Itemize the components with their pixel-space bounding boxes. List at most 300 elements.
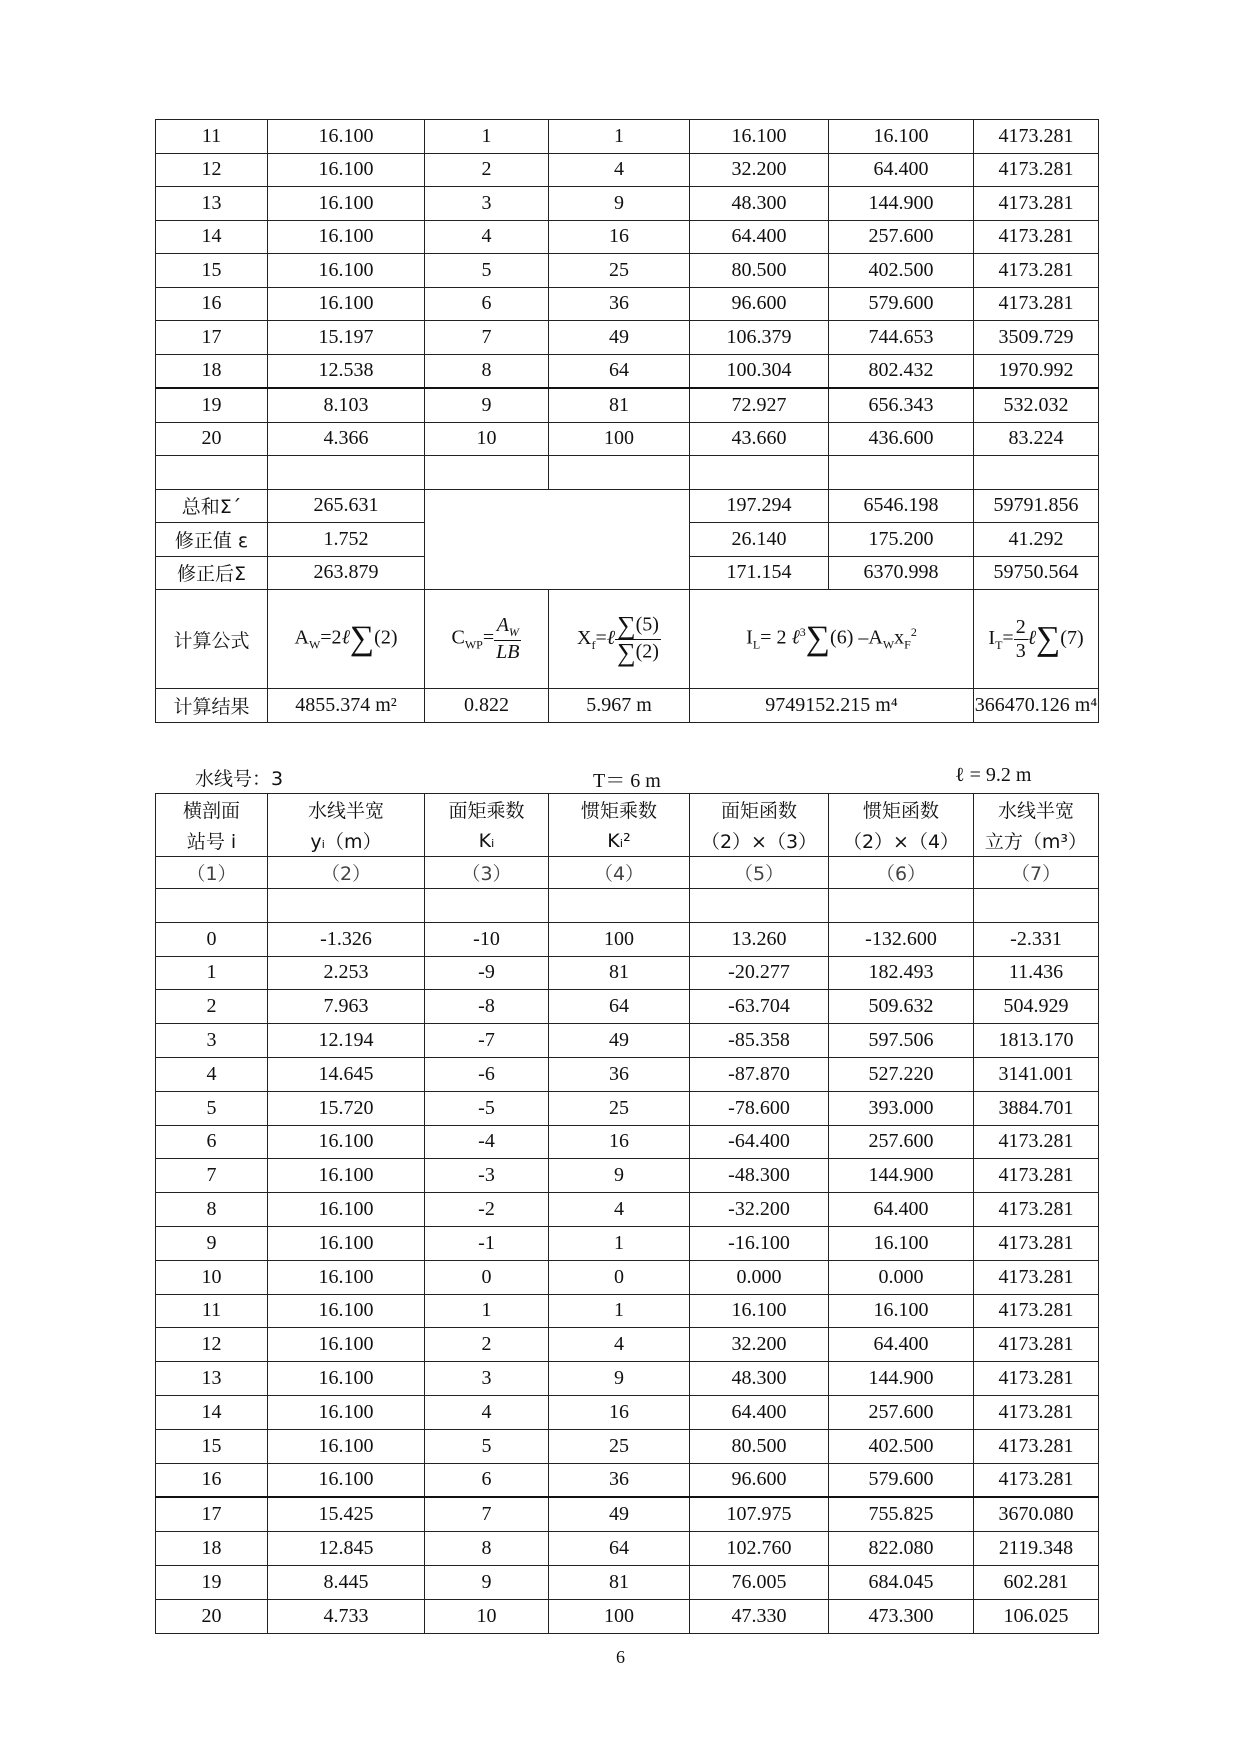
station-spacing: ℓ = 9.2 m: [955, 764, 1032, 786]
table-cell: 5: [425, 254, 549, 288]
sum-value-5: 197.294: [690, 489, 829, 523]
table-cell: 49: [549, 1497, 690, 1531]
table-cell: 144.900: [829, 1362, 974, 1396]
table-row: [156, 1091, 1099, 1125]
waterline-table-previous-summary: [156, 456, 1099, 723]
table-cell: 257.600: [829, 220, 974, 254]
table-cell: 4173.281: [974, 120, 1099, 154]
table-cell: 257.600: [829, 1395, 974, 1429]
blank-cell: [268, 889, 425, 923]
table-cell: 64: [549, 1532, 690, 1566]
table-cell: 257.600: [829, 1125, 974, 1159]
table-cell: -10: [425, 922, 549, 956]
table-row: [156, 120, 1099, 154]
table-cell: 0.000: [690, 1260, 829, 1294]
table-cell: 579.600: [829, 287, 974, 321]
table-cell: 100: [549, 1599, 690, 1633]
waterline-table-previous: [155, 119, 1099, 723]
table-cell: 8: [425, 354, 549, 388]
table-row: [156, 1159, 1099, 1193]
table-cell: 684.045: [829, 1565, 974, 1599]
table-row: [156, 321, 1099, 355]
column-header: （7）: [974, 857, 1099, 889]
table-cell: 16.100: [268, 1463, 425, 1497]
table-cell: 8: [156, 1193, 268, 1227]
table-cell: 4173.281: [974, 220, 1099, 254]
corrected-sum-value-6: 6370.998: [829, 556, 974, 590]
table-cell: 16.100: [268, 120, 425, 154]
table-cell: 100.304: [690, 354, 829, 388]
blank-cell: [425, 456, 549, 490]
table-cell: 2: [156, 990, 268, 1024]
table-cell: 14: [156, 1395, 268, 1429]
table-cell: 106.025: [974, 1599, 1099, 1633]
table-cell: 16.100: [268, 254, 425, 288]
corrected-sum-value-5: 171.154: [690, 556, 829, 590]
table-cell: 3: [425, 187, 549, 221]
table-cell: -9: [425, 956, 549, 990]
blank-cell: [425, 889, 549, 923]
table-row: [156, 287, 1099, 321]
table-cell: 8: [425, 1532, 549, 1566]
table-cell: 64: [549, 354, 690, 388]
blank-cell: [549, 456, 690, 490]
table-cell: 3670.080: [974, 1497, 1099, 1531]
table-cell: 49: [549, 321, 690, 355]
column-header: yᵢ（m）: [268, 825, 425, 857]
table-cell: 2: [425, 1328, 549, 1362]
table-row: [156, 1328, 1099, 1362]
table-cell: 504.929: [974, 990, 1099, 1024]
result-xf: 5.967 m: [549, 689, 690, 723]
formula-row: [156, 590, 1099, 689]
table-cell: 64.400: [829, 153, 974, 187]
table-cell: 25: [549, 1429, 690, 1463]
table-cell: 8.103: [268, 388, 425, 422]
page-number: 6: [616, 1647, 625, 1667]
table-row: [156, 220, 1099, 254]
table-cell: 597.506: [829, 1024, 974, 1058]
table-cell: 16.100: [268, 153, 425, 187]
correction-value-5: 26.140: [690, 523, 829, 557]
result-row: [156, 689, 1099, 723]
table-cell: 18: [156, 354, 268, 388]
table-cell: 16.100: [690, 1294, 829, 1328]
table-cell: 4: [549, 1328, 690, 1362]
table-cell: 16.100: [268, 1193, 425, 1227]
table-cell: 16.100: [268, 1395, 425, 1429]
blank-cell: [829, 889, 974, 923]
header-row: [156, 857, 1099, 889]
table-cell: 3: [425, 1362, 549, 1396]
table-cell: 15.197: [268, 321, 425, 355]
table-row: [156, 922, 1099, 956]
table-cell: 436.600: [829, 422, 974, 456]
table-cell: 3509.729: [974, 321, 1099, 355]
table-cell: 755.825: [829, 1497, 974, 1531]
table-cell: 14: [156, 220, 268, 254]
table-cell: 36: [549, 1463, 690, 1497]
table-cell: 48.300: [690, 187, 829, 221]
table-cell: 4173.281: [974, 1395, 1099, 1429]
table-cell: 4173.281: [974, 1328, 1099, 1362]
waterline-table-3: [155, 793, 1099, 1634]
table-row: [156, 990, 1099, 1024]
table-cell: -63.704: [690, 990, 829, 1024]
table-cell: -5: [425, 1091, 549, 1125]
column-header: 立方（m³）: [974, 825, 1099, 857]
correction-value-6: 175.200: [829, 523, 974, 557]
sum-row: [156, 489, 1099, 523]
table-cell: 64.400: [690, 1395, 829, 1429]
formula-cwp: $C_{WP}=$ $\frac{A_W}{LB}$: [425, 590, 549, 689]
table-cell: 2119.348: [974, 1532, 1099, 1566]
table-row: [156, 153, 1099, 187]
waterline-table-previous-body: [156, 120, 1099, 456]
table-cell: 10: [425, 422, 549, 456]
column-header: （1）: [156, 857, 268, 889]
column-header: Kᵢ: [425, 825, 549, 857]
table-cell: 4: [425, 1395, 549, 1429]
table-row: [156, 354, 1099, 388]
table-cell: 100: [549, 922, 690, 956]
table-cell: 36: [549, 1057, 690, 1091]
table-cell: 4173.281: [974, 254, 1099, 288]
table-cell: 3: [156, 1024, 268, 1058]
formula-xf: $X_f=\ell$ $\frac{\sum(5)}{\sum(2)}$: [549, 590, 690, 689]
table-cell: 1: [425, 1294, 549, 1328]
header-row: [156, 825, 1099, 857]
corrected-sum-label: 修正后Σ: [156, 556, 268, 590]
table-cell: 64: [549, 990, 690, 1024]
table-cell: 80.500: [690, 254, 829, 288]
result-it: 366470.126 m⁴: [974, 689, 1099, 723]
table-cell: 0: [156, 922, 268, 956]
table-cell: 16.100: [268, 1328, 425, 1362]
blank-cell: [156, 456, 268, 490]
table-cell: 16: [549, 1125, 690, 1159]
table-cell: 10: [156, 1260, 268, 1294]
table-cell: 4173.281: [974, 1260, 1099, 1294]
table-cell: 393.000: [829, 1091, 974, 1125]
column-header: 横剖面: [156, 794, 268, 826]
table-cell: -16.100: [690, 1226, 829, 1260]
table-cell: -32.200: [690, 1193, 829, 1227]
blank-cell: [690, 456, 829, 490]
table-cell: 107.975: [690, 1497, 829, 1531]
table-cell: 6: [156, 1125, 268, 1159]
table-cell: 16: [549, 1395, 690, 1429]
table-row: [156, 1294, 1099, 1328]
table-cell: 822.080: [829, 1532, 974, 1566]
table-cell: 81: [549, 388, 690, 422]
table-cell: 32.200: [690, 1328, 829, 1362]
sum-value-6: 6546.198: [829, 489, 974, 523]
table-cell: 4.733: [268, 1599, 425, 1633]
table-cell: 17: [156, 321, 268, 355]
column-header: 站号 i: [156, 825, 268, 857]
table-cell: 0: [425, 1260, 549, 1294]
table-cell: -4: [425, 1125, 549, 1159]
table-cell: 64.400: [829, 1193, 974, 1227]
table-cell: 81: [549, 1565, 690, 1599]
table-cell: 532.032: [974, 388, 1099, 422]
table-row: [156, 1532, 1099, 1566]
draft-value: T＝ 6 m: [593, 770, 661, 792]
table-cell: 4173.281: [974, 1125, 1099, 1159]
table-row: [156, 1125, 1099, 1159]
blank-merged-cell: [425, 489, 690, 590]
table-cell: 36: [549, 287, 690, 321]
waterline-number: 水线号：3: [195, 768, 284, 790]
table-cell: 6: [425, 1463, 549, 1497]
waterline-table-3-header: [156, 794, 1099, 889]
table-cell: 14.645: [268, 1057, 425, 1091]
table-cell: 80.500: [690, 1429, 829, 1463]
correction-label: 修正值 ε: [156, 523, 268, 557]
table-row: [156, 1024, 1099, 1058]
table-cell: 12: [156, 153, 268, 187]
table-cell: 13: [156, 187, 268, 221]
table-cell: 4: [549, 1193, 690, 1227]
table-cell: 25: [549, 1091, 690, 1125]
table-cell: 15.720: [268, 1091, 425, 1125]
column-header: 惯矩乘数: [549, 794, 690, 826]
table-cell: 1: [549, 120, 690, 154]
table-row: [156, 1565, 1099, 1599]
column-header: 水线半宽: [268, 794, 425, 826]
table-cell: 12.194: [268, 1024, 425, 1058]
table-cell: 48.300: [690, 1362, 829, 1396]
table-cell: 6: [425, 287, 549, 321]
table-cell: 744.653: [829, 321, 974, 355]
table-cell: 81: [549, 956, 690, 990]
table-cell: 64.400: [690, 220, 829, 254]
table-cell: 12.845: [268, 1532, 425, 1566]
table-cell: -78.600: [690, 1091, 829, 1125]
column-header: （3）: [425, 857, 549, 889]
table-cell: 16.100: [268, 187, 425, 221]
table-cell: -3: [425, 1159, 549, 1193]
column-header: （6）: [829, 857, 974, 889]
table-cell: 9: [425, 388, 549, 422]
table-cell: -85.358: [690, 1024, 829, 1058]
table-cell: 102.760: [690, 1532, 829, 1566]
table-cell: 43.660: [690, 422, 829, 456]
table-cell: 76.005: [690, 1565, 829, 1599]
formula-aw: $A_W=2\ell\sum(2)$: [268, 590, 425, 689]
table-cell: 13.260: [690, 922, 829, 956]
result-cwp: 0.822: [425, 689, 549, 723]
column-header: 惯矩函数: [829, 794, 974, 826]
table-cell: 4: [156, 1057, 268, 1091]
table-row: [156, 1429, 1099, 1463]
formula-it: $I_T=$ $\frac{2}{3}$ ℓ∑(7): [974, 590, 1099, 689]
table-cell: 11.436: [974, 956, 1099, 990]
table-cell: 106.379: [690, 321, 829, 355]
table-cell: -48.300: [690, 1159, 829, 1193]
table-cell: 20: [156, 1599, 268, 1633]
table-cell: 602.281: [974, 1565, 1099, 1599]
table-cell: 4173.281: [974, 1193, 1099, 1227]
table-row: [156, 1463, 1099, 1497]
table-cell: 100: [549, 422, 690, 456]
table-row: [156, 1395, 1099, 1429]
table-row: [156, 1260, 1099, 1294]
table-cell: 9: [549, 1362, 690, 1396]
table-row: [156, 388, 1099, 422]
table-cell: 12.538: [268, 354, 425, 388]
table-cell: 1: [156, 956, 268, 990]
table-row: [156, 1057, 1099, 1091]
table-cell: 16.100: [268, 1226, 425, 1260]
table-cell: 802.432: [829, 354, 974, 388]
table-cell: 8.445: [268, 1565, 425, 1599]
table-cell: 16.100: [268, 287, 425, 321]
table-cell: 16.100: [268, 1362, 425, 1396]
table-cell: -8: [425, 990, 549, 1024]
table-cell: 656.343: [829, 388, 974, 422]
table-cell: 16.100: [268, 1159, 425, 1193]
correction-value-7: 41.292: [974, 523, 1099, 557]
table-cell: 4173.281: [974, 1429, 1099, 1463]
table-row: [156, 456, 1099, 490]
table-cell: 25: [549, 254, 690, 288]
table-cell: 17: [156, 1497, 268, 1531]
table-cell: -2.331: [974, 922, 1099, 956]
table-cell: 20: [156, 422, 268, 456]
table-cell: -20.277: [690, 956, 829, 990]
table-cell: 72.927: [690, 388, 829, 422]
table-cell: 7.963: [268, 990, 425, 1024]
blank-cell: [829, 456, 974, 490]
table-cell: 16.100: [268, 1294, 425, 1328]
table-cell: 4: [425, 220, 549, 254]
table-cell: 4173.281: [974, 287, 1099, 321]
table-cell: 1: [549, 1294, 690, 1328]
table-cell: 0.000: [829, 1260, 974, 1294]
table-cell: 16.100: [690, 120, 829, 154]
table-cell: 16: [549, 220, 690, 254]
table-cell: 4173.281: [974, 187, 1099, 221]
table-cell: 15: [156, 1429, 268, 1463]
table-cell: 12: [156, 1328, 268, 1362]
table-cell: 9: [549, 187, 690, 221]
table-cell: 49: [549, 1024, 690, 1058]
table-cell: 527.220: [829, 1057, 974, 1091]
table-cell: 1813.170: [974, 1024, 1099, 1058]
table-cell: 0: [549, 1260, 690, 1294]
table-row: [156, 1362, 1099, 1396]
table-cell: 1970.992: [974, 354, 1099, 388]
table-cell: 4173.281: [974, 1463, 1099, 1497]
table-cell: 15: [156, 254, 268, 288]
table-cell: 5: [156, 1091, 268, 1125]
table-cell: 4173.281: [974, 1159, 1099, 1193]
waterline-info: [195, 764, 1075, 790]
table-cell: 16.100: [829, 120, 974, 154]
table-cell: 16.100: [268, 1429, 425, 1463]
table-cell: 4173.281: [974, 1362, 1099, 1396]
table-cell: 9: [156, 1226, 268, 1260]
column-header: （2）: [268, 857, 425, 889]
table-cell: 13: [156, 1362, 268, 1396]
table-row: [156, 254, 1099, 288]
table-row: [156, 889, 1099, 923]
column-header: （2）×（3）: [690, 825, 829, 857]
formula-label: 计算公式: [156, 590, 268, 689]
sum-label: 总和Σ´: [156, 489, 268, 523]
column-header: （2）×（4）: [829, 825, 974, 857]
table-row: [156, 187, 1099, 221]
table-row: [156, 1497, 1099, 1531]
table-cell: 144.900: [829, 1159, 974, 1193]
header-row: [156, 794, 1099, 826]
table-cell: 4173.281: [974, 1226, 1099, 1260]
table-cell: 4173.281: [974, 1294, 1099, 1328]
table-cell: 16.100: [829, 1226, 974, 1260]
table-cell: 9: [549, 1159, 690, 1193]
table-cell: 16.100: [268, 1260, 425, 1294]
corrected-sum-value-7: 59750.564: [974, 556, 1099, 590]
table-cell: -7: [425, 1024, 549, 1058]
correction-value-2: 1.752: [268, 523, 425, 557]
table-row: [156, 1226, 1099, 1260]
table-cell: 509.632: [829, 990, 974, 1024]
table-cell: 1: [425, 120, 549, 154]
table-cell: 15.425: [268, 1497, 425, 1531]
table-cell: 16.100: [268, 220, 425, 254]
table-cell: 473.300: [829, 1599, 974, 1633]
table-cell: 9: [425, 1565, 549, 1599]
table-cell: 96.600: [690, 287, 829, 321]
table-row: [156, 1193, 1099, 1227]
table-cell: 7: [156, 1159, 268, 1193]
result-label: 计算结果: [156, 689, 268, 723]
column-header: （5）: [690, 857, 829, 889]
table-row: [156, 956, 1099, 990]
table-cell: 4: [549, 153, 690, 187]
blank-cell: [156, 889, 268, 923]
table-cell: -1: [425, 1226, 549, 1260]
column-header: （4）: [549, 857, 690, 889]
table-cell: -1.326: [268, 922, 425, 956]
table-cell: 18: [156, 1532, 268, 1566]
table-cell: 19: [156, 1565, 268, 1599]
blank-cell: [690, 889, 829, 923]
table-cell: 182.493: [829, 956, 974, 990]
table-cell: -2: [425, 1193, 549, 1227]
table-cell: 96.600: [690, 1463, 829, 1497]
table-cell: 10: [425, 1599, 549, 1633]
table-cell: 2.253: [268, 956, 425, 990]
column-header: 面矩乘数: [425, 794, 549, 826]
table-cell: 16.100: [829, 1294, 974, 1328]
table-cell: 579.600: [829, 1463, 974, 1497]
table-cell: 83.224: [974, 422, 1099, 456]
table-cell: 4.366: [268, 422, 425, 456]
table-cell: 7: [425, 321, 549, 355]
table-cell: 47.330: [690, 1599, 829, 1633]
table-cell: -64.400: [690, 1125, 829, 1159]
corrected-sum-value-2: 263.879: [268, 556, 425, 590]
table-cell: 64.400: [829, 1328, 974, 1362]
blank-cell: [974, 889, 1099, 923]
blank-cell: [549, 889, 690, 923]
sum-value-7: 59791.856: [974, 489, 1099, 523]
table-cell: 7: [425, 1497, 549, 1531]
blank-cell: [268, 456, 425, 490]
